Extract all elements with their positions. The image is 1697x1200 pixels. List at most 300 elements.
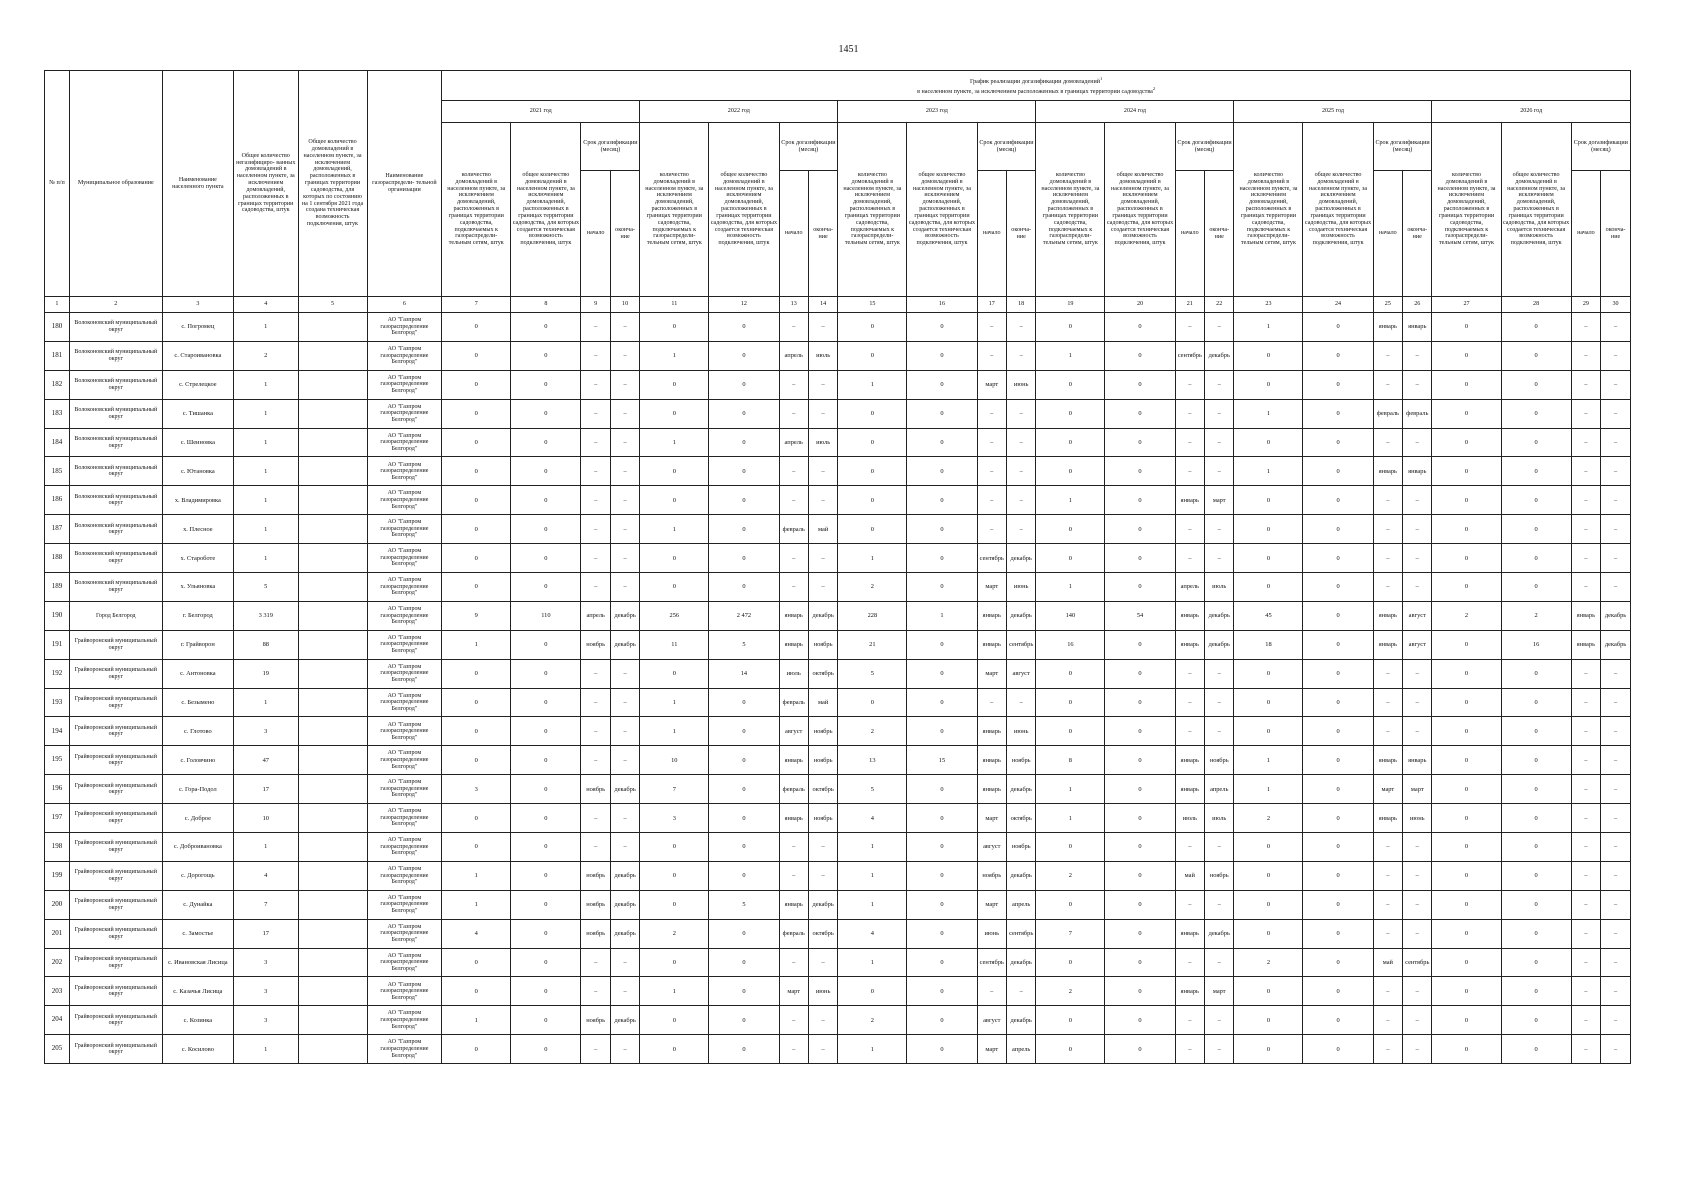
table-cell: август: [1403, 601, 1432, 630]
table-cell: 1: [442, 1006, 511, 1035]
table-cell: –: [1571, 1006, 1600, 1035]
table-cell: 0: [1234, 919, 1303, 948]
table-cell: июль: [808, 341, 837, 370]
municipality-cell: Грайворонский муниципальный округ: [69, 890, 162, 919]
table-cell: 0: [511, 457, 581, 486]
table-cell: 2: [1432, 601, 1501, 630]
table-cell: –: [1601, 1006, 1631, 1035]
table-cell: –: [1006, 341, 1035, 370]
table-cell: апрель: [1205, 775, 1234, 804]
table-cell: 0: [838, 457, 907, 486]
table-cell: –: [610, 948, 639, 977]
table-cell: –: [1006, 313, 1035, 342]
table-cell: 0: [640, 861, 709, 890]
table-cell: 2: [1036, 977, 1105, 1006]
table-cell: 256: [640, 601, 709, 630]
org-cell: АО "Газпром газораспределение Белгород": [367, 630, 442, 659]
table-row: [45, 428, 1631, 457]
table-cell: декабрь: [808, 601, 837, 630]
table-cell: 0: [1303, 659, 1373, 688]
table-cell: –: [610, 717, 639, 746]
table-cell: –: [581, 515, 610, 544]
table-cell: январь: [1175, 601, 1204, 630]
table-cell: –: [1601, 804, 1631, 833]
table-cell: 0: [1234, 688, 1303, 717]
table-cell: 0: [1303, 601, 1373, 630]
table-cell: –: [1571, 948, 1600, 977]
subheader-srok: Срок догазификации (месяц): [779, 123, 838, 171]
table-cell: 5: [838, 775, 907, 804]
table-cell: –: [1571, 457, 1600, 486]
table-cell: –: [1373, 515, 1402, 544]
table-cell: 0: [640, 573, 709, 602]
table-cell: 0: [1432, 1006, 1501, 1035]
table-cell: 0: [640, 486, 709, 515]
org-cell: АО "Газпром газораспределение Белгород": [367, 428, 442, 457]
table-cell: [298, 486, 367, 515]
org-cell: АО "Газпром газораспределение Белгород": [367, 1006, 442, 1035]
table-cell: 0: [511, 746, 581, 775]
table-cell: 0: [511, 515, 581, 544]
table-cell: –: [1403, 515, 1432, 544]
row-number-cell: 187: [45, 515, 70, 544]
table-cell: –: [581, 313, 610, 342]
table-cell: –: [977, 688, 1006, 717]
table-cell: 0: [1036, 659, 1105, 688]
table-cell: 0: [1105, 659, 1175, 688]
table-cell: июль: [1205, 573, 1234, 602]
org-cell: АО "Газпром газораспределение Белгород": [367, 746, 442, 775]
municipality-cell: Волоконовский муниципальный округ: [69, 428, 162, 457]
table-cell: 7: [234, 890, 299, 919]
subheader-end: оконча- ние: [1006, 171, 1035, 297]
table-cell: 0: [1432, 515, 1501, 544]
table-cell: 1: [838, 890, 907, 919]
table-cell: 1: [234, 399, 299, 428]
table-cell: –: [581, 717, 610, 746]
table-cell: 0: [1105, 861, 1175, 890]
municipality-cell: Волоконовский муниципальный округ: [69, 486, 162, 515]
table-cell: 0: [709, 948, 779, 977]
settlement-cell: с. Козинка: [162, 1006, 233, 1035]
org-cell: АО "Газпром газораспределение Белгород": [367, 775, 442, 804]
subheader-total: общее количество домовладений в населенном пункте, за исключением домовладений, расположенных в границах территории садоводства, для которых создается техническая возможность подключения, штук: [709, 123, 779, 297]
table-cell: [298, 1035, 367, 1064]
table-cell: –: [1175, 1035, 1204, 1064]
table-cell: 0: [1105, 977, 1175, 1006]
table-cell: 11: [640, 630, 709, 659]
table-cell: ноябрь: [1205, 746, 1234, 775]
table-cell: 0: [511, 630, 581, 659]
table-cell: [298, 515, 367, 544]
row-number-cell: 183: [45, 399, 70, 428]
table-cell: январь: [1175, 775, 1204, 804]
table-cell: 0: [511, 977, 581, 1006]
table-cell: [298, 544, 367, 573]
table-cell: 0: [511, 804, 581, 833]
subheader-total: общее количество домовладений в населенном пункте, за исключением домовладений, расположенных в границах территории садоводства, для которых создается техническая возможность подключения, штук: [511, 123, 581, 297]
table-cell: 0: [1303, 515, 1373, 544]
table-cell: 1: [234, 544, 299, 573]
row-number-cell: 198: [45, 833, 70, 862]
table-cell: ноябрь: [977, 861, 1006, 890]
table-cell: ноябрь: [581, 1006, 610, 1035]
table-cell: 0: [709, 399, 779, 428]
table-cell: январь: [1373, 804, 1402, 833]
table-cell: 0: [1501, 399, 1571, 428]
table-cell: –: [610, 746, 639, 775]
table-cell: [298, 919, 367, 948]
table-cell: 0: [1105, 486, 1175, 515]
table-cell: 0: [1036, 890, 1105, 919]
table-cell: –: [581, 370, 610, 399]
table-cell: –: [1601, 457, 1631, 486]
org-cell: АО "Газпром газораспределение Белгород": [367, 717, 442, 746]
table-cell: –: [610, 428, 639, 457]
table-cell: –: [1175, 948, 1204, 977]
subheader-end: оконча- ние: [610, 171, 639, 297]
row-number-cell: 191: [45, 630, 70, 659]
table-cell: январь: [1175, 977, 1204, 1006]
table-cell: июль: [1175, 804, 1204, 833]
municipality-cell: Волоконовский муниципальный округ: [69, 399, 162, 428]
table-cell: –: [1403, 573, 1432, 602]
table-cell: [298, 804, 367, 833]
table-cell: 0: [442, 544, 511, 573]
table-cell: 0: [1105, 948, 1175, 977]
table-cell: 0: [1501, 890, 1571, 919]
table-cell: 0: [1501, 977, 1571, 1006]
table-cell: январь: [977, 630, 1006, 659]
table-cell: –: [581, 544, 610, 573]
table-cell: 1: [234, 457, 299, 486]
table-cell: 45: [1234, 601, 1303, 630]
settlement-cell: г. Белгород: [162, 601, 233, 630]
table-cell: 0: [511, 428, 581, 457]
table-cell: [298, 977, 367, 1006]
column-number: 17: [977, 297, 1006, 313]
table-cell: 0: [1036, 428, 1105, 457]
settlement-cell: с. Погромец: [162, 313, 233, 342]
table-cell: –: [1175, 833, 1204, 862]
org-cell: АО "Газпром газораспределение Белгород": [367, 833, 442, 862]
table-cell: март: [977, 659, 1006, 688]
table-cell: июнь: [977, 919, 1006, 948]
table-cell: январь: [779, 890, 808, 919]
table-cell: –: [1403, 1006, 1432, 1035]
table-cell: –: [1006, 486, 1035, 515]
table-cell: –: [1571, 890, 1600, 919]
table-cell: 0: [709, 977, 779, 1006]
table-cell: 3: [234, 948, 299, 977]
table-cell: 0: [1501, 746, 1571, 775]
table-cell: январь: [1373, 746, 1402, 775]
table-cell: 1: [234, 688, 299, 717]
table-cell: 0: [1303, 948, 1373, 977]
table-row: [45, 890, 1631, 919]
table-cell: декабрь: [1006, 1006, 1035, 1035]
table-cell: 0: [1501, 515, 1571, 544]
table-cell: 0: [838, 688, 907, 717]
table-cell: –: [1175, 890, 1204, 919]
table-cell: 0: [907, 313, 977, 342]
table-cell: декабрь: [1205, 341, 1234, 370]
table-cell: –: [581, 399, 610, 428]
table-cell: 0: [1501, 775, 1571, 804]
table-cell: –: [779, 1006, 808, 1035]
table-cell: 0: [1234, 1006, 1303, 1035]
table-cell: 0: [442, 573, 511, 602]
table-cell: 0: [1501, 544, 1571, 573]
table-cell: –: [1373, 341, 1402, 370]
table-cell: 0: [1432, 1035, 1501, 1064]
row-number-cell: 182: [45, 370, 70, 399]
table-cell: январь: [1175, 919, 1204, 948]
table-cell: 0: [1432, 486, 1501, 515]
table-cell: –: [1205, 544, 1234, 573]
table-cell: 1: [234, 833, 299, 862]
table-cell: август: [1403, 630, 1432, 659]
table-cell: 1: [442, 861, 511, 890]
schedule-title-line2: в населенном пункте, за исключением расположенных в границах территории садоводства: [917, 88, 1153, 95]
row-number-cell: 180: [45, 313, 70, 342]
table-cell: декабрь: [1601, 601, 1631, 630]
table-cell: –: [1006, 457, 1035, 486]
table-cell: 0: [709, 313, 779, 342]
table-cell: –: [1403, 486, 1432, 515]
table-cell: 1: [1234, 775, 1303, 804]
org-cell: АО "Газпром газораспределение Белгород": [367, 601, 442, 630]
org-cell: АО "Газпром газораспределение Белгород": [367, 573, 442, 602]
table-cell: 0: [1501, 1035, 1571, 1064]
table-cell: 1: [838, 861, 907, 890]
table-cell: 0: [1432, 630, 1501, 659]
table-cell: 0: [1234, 370, 1303, 399]
table-cell: –: [1205, 833, 1234, 862]
column-number: 16: [907, 297, 977, 313]
table-cell: 0: [1234, 717, 1303, 746]
table-cell: 0: [1432, 775, 1501, 804]
subheader-srok: Срок догазификации (месяц): [1373, 123, 1432, 171]
table-cell: –: [1403, 1035, 1432, 1064]
row-number-cell: 203: [45, 977, 70, 1006]
table-cell: –: [808, 573, 837, 602]
table-cell: 0: [442, 457, 511, 486]
table-cell: 17: [234, 919, 299, 948]
table-cell: март: [779, 977, 808, 1006]
table-cell: январь: [1403, 313, 1432, 342]
table-cell: –: [1373, 861, 1402, 890]
table-cell: июль: [1205, 804, 1234, 833]
table-cell: 7: [640, 775, 709, 804]
table-cell: 54: [1105, 601, 1175, 630]
table-cell: 0: [442, 948, 511, 977]
table-cell: –: [1571, 833, 1600, 862]
subheader-total: общее количество домовладений в населенном пункте, за исключением домовладений, расположенных в границах территории садоводства, для которых создается техническая возможность подключения, штук: [1105, 123, 1175, 297]
table-cell: 0: [907, 515, 977, 544]
table-cell: 3 319: [234, 601, 299, 630]
table-cell: 0: [1105, 746, 1175, 775]
table-cell: –: [977, 486, 1006, 515]
table-cell: 0: [1234, 486, 1303, 515]
table-cell: –: [1571, 341, 1600, 370]
table-cell: –: [610, 977, 639, 1006]
table-cell: –: [1403, 919, 1432, 948]
table-cell: январь: [977, 775, 1006, 804]
municipality-cell: Волоконовский муниципальный округ: [69, 341, 162, 370]
table-cell: [298, 717, 367, 746]
table-cell: 0: [511, 659, 581, 688]
table-cell: 5: [709, 890, 779, 919]
table-cell: 0: [1234, 341, 1303, 370]
table-cell: 0: [1432, 833, 1501, 862]
table-cell: апрель: [779, 341, 808, 370]
table-cell: 1: [1036, 775, 1105, 804]
table-row: [45, 630, 1631, 659]
subheader-end: оконча- ние: [1403, 171, 1432, 297]
table-cell: 0: [709, 370, 779, 399]
table-cell: –: [1373, 1035, 1402, 1064]
table-cell: ноябрь: [808, 746, 837, 775]
table-cell: 0: [442, 486, 511, 515]
table-cell: 0: [1234, 573, 1303, 602]
settlement-cell: с. Безымено: [162, 688, 233, 717]
table-cell: 0: [907, 341, 977, 370]
table-cell: 15: [907, 746, 977, 775]
table-cell: –: [808, 399, 837, 428]
table-cell: 0: [511, 341, 581, 370]
table-cell: октябрь: [808, 659, 837, 688]
table-cell: –: [1205, 1035, 1234, 1064]
table-cell: сентябрь: [1175, 341, 1204, 370]
row-number-cell: 192: [45, 659, 70, 688]
table-cell: –: [610, 486, 639, 515]
table-cell: 0: [640, 399, 709, 428]
table-cell: 0: [1105, 399, 1175, 428]
column-number: 25: [1373, 297, 1402, 313]
table-cell: 0: [1432, 861, 1501, 890]
table-cell: –: [1175, 688, 1204, 717]
table-cell: 0: [1234, 890, 1303, 919]
table-cell: 1: [640, 977, 709, 1006]
table-cell: –: [1175, 659, 1204, 688]
settlement-cell: с. Стрелецкое: [162, 370, 233, 399]
row-number-cell: 185: [45, 457, 70, 486]
table-cell: 0: [1234, 1035, 1303, 1064]
table-cell: 0: [1303, 370, 1373, 399]
table-cell: 0: [709, 1035, 779, 1064]
table-row: [45, 457, 1631, 486]
table-cell: –: [1571, 659, 1600, 688]
table-cell: –: [1205, 457, 1234, 486]
table-cell: –: [1205, 370, 1234, 399]
table-cell: –: [610, 370, 639, 399]
table-cell: 0: [709, 1006, 779, 1035]
column-number: 1: [45, 297, 70, 313]
table-cell: декабрь: [610, 861, 639, 890]
table-cell: сентябрь: [977, 948, 1006, 977]
column-number: 18: [1006, 297, 1035, 313]
table-cell: февраль: [1373, 399, 1402, 428]
table-cell: –: [1373, 688, 1402, 717]
table-cell: –: [779, 313, 808, 342]
table-cell: январь: [1403, 457, 1432, 486]
table-cell: 0: [1303, 833, 1373, 862]
table-cell: 0: [1303, 919, 1373, 948]
schedule-title: График реализации догазификации домовладений$^1$ в населенном пункте, за исключением расположенных в границах территории садоводства$^2$: [442, 71, 1631, 101]
table-cell: –: [1571, 399, 1600, 428]
table-cell: –: [1601, 861, 1631, 890]
org-cell: АО "Газпром газораспределение Белгород": [367, 688, 442, 717]
table-cell: 0: [511, 833, 581, 862]
municipality-cell: Грайворонский муниципальный округ: [69, 1006, 162, 1035]
table-cell: 0: [1432, 717, 1501, 746]
table-cell: август: [779, 717, 808, 746]
table-cell: –: [1205, 399, 1234, 428]
table-cell: 0: [511, 948, 581, 977]
table-cell: 19: [234, 659, 299, 688]
table-row: [45, 861, 1631, 890]
table-cell: 0: [1432, 919, 1501, 948]
column-number: 15: [838, 297, 907, 313]
table-cell: июль: [779, 659, 808, 688]
table-row: [45, 746, 1631, 775]
table-cell: [298, 890, 367, 919]
table-cell: 0: [838, 399, 907, 428]
table-cell: 8: [1036, 746, 1105, 775]
table-cell: –: [581, 457, 610, 486]
settlement-cell: с. Дунайка: [162, 890, 233, 919]
table-cell: 1: [1234, 313, 1303, 342]
col-header-total-tech: Общее количество домовладений в населенном пункте, за исключением домовладений, расположенных в границах территории садоводства, для которых по состоянию на 1 сентября 2021 года создана техническая возможность подключения, штук: [298, 71, 367, 297]
subheader-start: начало: [1175, 171, 1204, 297]
table-cell: 0: [1234, 515, 1303, 544]
table-cell: 0: [1303, 746, 1373, 775]
table-cell: 0: [907, 659, 977, 688]
table-cell: январь: [1571, 601, 1600, 630]
table-row: [45, 573, 1631, 602]
table-cell: –: [610, 341, 639, 370]
table-cell: –: [779, 573, 808, 602]
table-cell: 0: [1303, 717, 1373, 746]
table-cell: 0: [511, 775, 581, 804]
table-cell: –: [1571, 486, 1600, 515]
table-cell: январь: [779, 804, 808, 833]
table-cell: [298, 630, 367, 659]
table-row: [45, 919, 1631, 948]
table-cell: –: [977, 977, 1006, 1006]
table-cell: [298, 601, 367, 630]
table-cell: –: [610, 833, 639, 862]
table-cell: 1: [1036, 804, 1105, 833]
settlement-cell: с. Шеиновка: [162, 428, 233, 457]
table-cell: 0: [907, 833, 977, 862]
table-cell: 0: [1105, 630, 1175, 659]
table-cell: январь: [977, 717, 1006, 746]
table-cell: 0: [1501, 717, 1571, 746]
table-cell: 0: [1234, 977, 1303, 1006]
table-cell: 14: [709, 659, 779, 688]
table-cell: декабрь: [1601, 630, 1631, 659]
table-cell: 1: [1234, 457, 1303, 486]
table-cell: –: [1601, 919, 1631, 948]
table-cell: февраль: [1403, 399, 1432, 428]
table-cell: 0: [709, 428, 779, 457]
table-cell: –: [610, 804, 639, 833]
table-cell: 0: [907, 775, 977, 804]
row-number-cell: 184: [45, 428, 70, 457]
table-cell: апрель: [581, 601, 610, 630]
